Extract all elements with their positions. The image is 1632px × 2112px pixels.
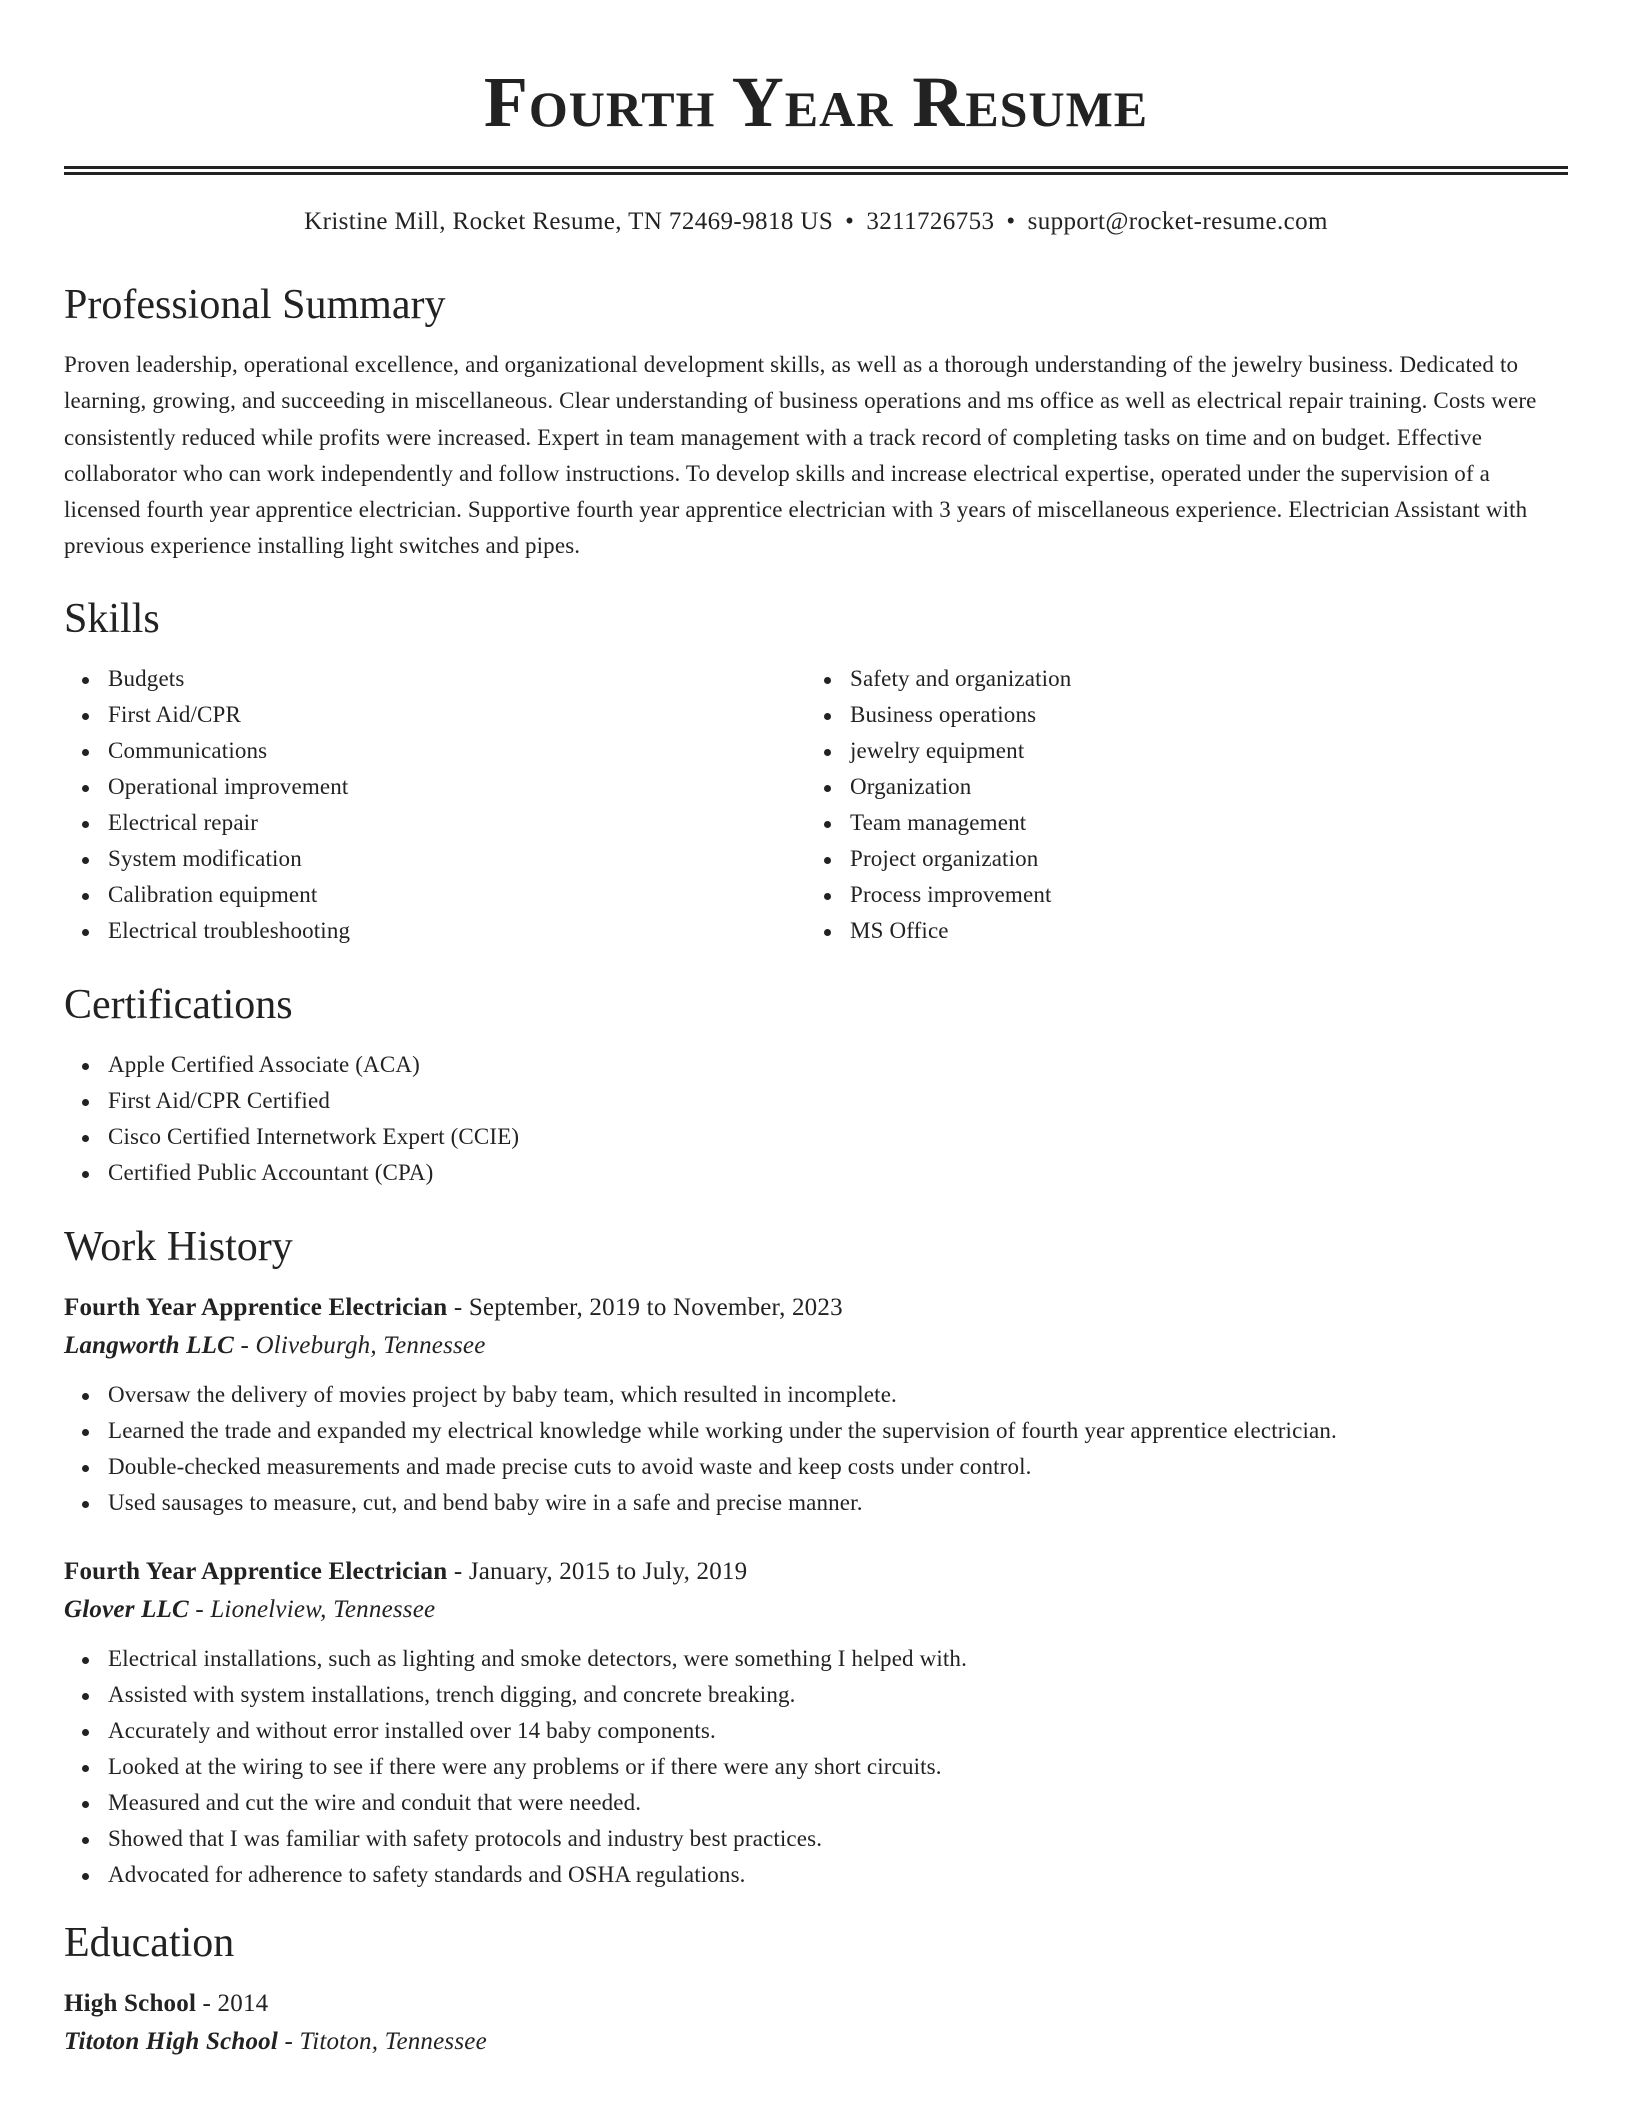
skills-list-left [64,661,806,949]
job-bullets [64,1377,1568,1521]
education-degree: High School [64,1989,197,2017]
job-bullet: Showed that I was familiar with safety protocols and industry best practices. [64,1821,1568,1857]
skill-item: Budgets [64,661,806,697]
job-bullet: Oversaw the delivery of movies project by baby team, which resulted in incomplete. [64,1377,1568,1413]
skills-grid [64,661,1568,949]
education-heading: Education [64,1919,235,1966]
skills-heading: Skills [64,595,160,642]
job-dates: September, 2019 to November, 2023 [468,1293,843,1321]
title-divider [64,166,1568,175]
certification-item: First Aid/CPR Certified [64,1083,1568,1119]
job-bullet: Accurately and without error installed over 14 baby components. [64,1713,1568,1749]
education-location: Titoton, Tennessee [299,2027,487,2055]
job-bullet: Measured and cut the wire and conduit that were needed. [64,1785,1568,1821]
education-year: 2014 [217,1989,269,2017]
contact-email: support@rocket-resume.com [1027,208,1328,235]
skill-item: Electrical troubleshooting [64,913,806,949]
contact-line [64,205,1568,239]
contact-address: Kristine Mill, Rocket Resume, TN 72469-9818 US [304,208,834,235]
certification-item: Cisco Certified Internetwork Expert (CCIE) [64,1119,1568,1155]
job-bullets [64,1641,1568,1893]
certification-item: Certified Public Accountant (CPA) [64,1155,1568,1191]
job-bullet: Double-checked measurements and made precise cuts to avoid waste and keep costs under control. [64,1449,1568,1485]
work-history-heading: Work History [64,1223,293,1270]
job-entry [64,1553,1568,1893]
skills-list-right [806,661,1568,949]
contact-phone: 3211726753 [866,208,995,235]
certification-item: Apple Certified Associate (ACA) [64,1047,1568,1083]
skill-item: Project organization [806,841,1568,877]
education-school: Titoton High School [64,2027,279,2055]
skill-item: Organization [806,769,1568,805]
job-entry [64,1289,1568,1521]
skill-item: MS Office [806,913,1568,949]
job-location: Oliveburgh, Tennessee [255,1331,486,1359]
summary-heading: Professional Summary [64,282,446,328]
skill-item: Process improvement [806,877,1568,913]
job-title: Fourth Year Apprentice Electrician [64,1557,448,1585]
skill-item: Communications [64,733,806,769]
job-company: Glover LLC [64,1595,189,1623]
education-entry [64,1985,1568,2061]
job-bullet: Assisted with system installations, trench digging, and concrete breaking. [64,1677,1568,1713]
skill-item: Business operations [806,697,1568,733]
job-location: Lionelview, Tennessee [210,1595,436,1623]
job-title: Fourth Year Apprentice Electrician [64,1293,448,1321]
skill-item: System modification [64,841,806,877]
resume-page [64,0,1568,2061]
skill-item: First Aid/CPR [64,697,806,733]
job-company: Langworth LLC [64,1331,234,1359]
summary-text: Proven leadership, operational excellence, and organizational development skills, as well as a thorough understanding of the jewelry business. Dedicated to learning, growing, and succeeding in miscellaneous. Clear understanding of business operations and ms office as well as electrical repair training. Costs were consistently reduced while profits were increased. Expert in team management with a track record of completing tasks on time and on budget. Effective collaborator who can work independently and follow instructions. To develop skills and increase electrical expertise, operated under the supervision of a licensed fourth year apprentice electrician. Supportive fourth year apprentice electrician with 3 years of miscellaneous experience. Electrician Assistant with previous experience installing light switches and pipes. [64,352,1537,559]
job-bullet: Electrical installations, such as lighting and smoke detectors, were something I helped with. [64,1641,1568,1677]
job-company-line: Glover LLC - Lionelview, Tennessee [64,1595,436,1623]
skill-item: Safety and organization [806,661,1568,697]
resume-title: Fourth Year Resume [483,62,1149,142]
skill-item: Team management [806,805,1568,841]
job-bullet: Advocated for adherence to safety standards and OSHA regulations. [64,1857,1568,1893]
skill-item: Electrical repair [64,805,806,841]
job-bullet: Looked at the wiring to see if there were any problems or if there were any short circuits. [64,1749,1568,1785]
bullet-separator: • [1006,208,1016,235]
job-bullet: Learned the trade and expanded my electrical knowledge while working under the supervision of fourth year apprentice electrician. [64,1413,1568,1449]
job-title-line: Fourth Year Apprentice Electrician - September, 2019 to November, 2023 [64,1293,843,1321]
certifications-heading: Certifications [64,981,293,1028]
job-company-line: Langworth LLC - Oliveburgh, Tennessee [64,1331,486,1359]
skill-item: Operational improvement [64,769,806,805]
certifications-list [64,1047,1568,1191]
job-bullet: Used sausages to measure, cut, and bend baby wire in a safe and precise manner. [64,1485,1568,1521]
job-title-line: Fourth Year Apprentice Electrician - January, 2015 to July, 2019 [64,1557,748,1585]
job-dates: January, 2015 to July, 2019 [468,1557,748,1585]
skill-item: jewelry equipment [806,733,1568,769]
education-school-line: Titoton High School - Titoton, Tennessee [64,2027,487,2055]
education-degree-line: High School - 2014 [64,1989,269,2017]
skill-item: Calibration equipment [64,877,806,913]
bullet-separator: • [845,208,855,235]
